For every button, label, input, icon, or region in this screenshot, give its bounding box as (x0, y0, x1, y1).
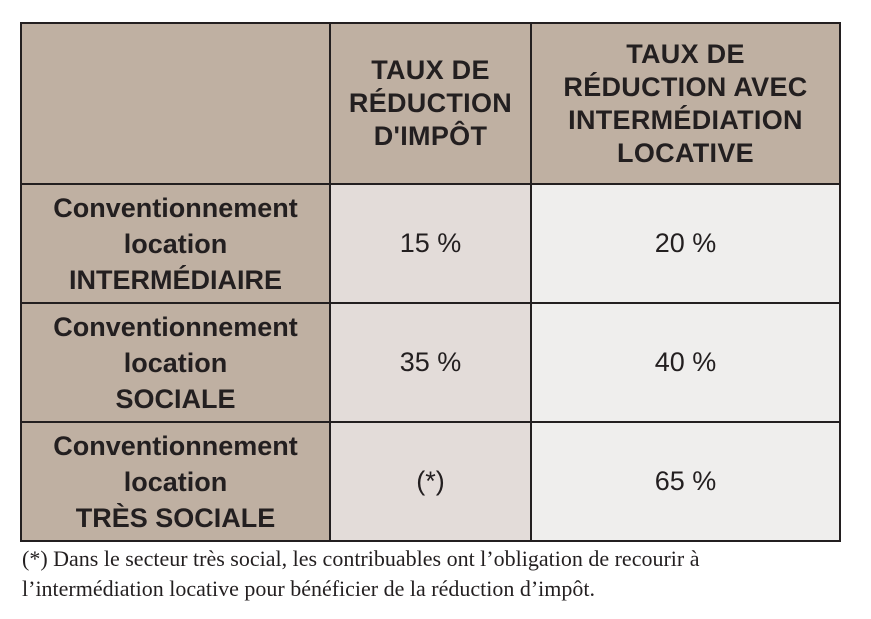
table-row (21, 422, 840, 541)
header-line: LOCATIVE (617, 137, 754, 168)
row-label-line: INTERMÉDIAIRE (68, 264, 282, 295)
table-row (21, 303, 840, 422)
header-tax-reduction-rate (330, 23, 531, 184)
table-header-row (21, 23, 840, 184)
header-line: RÉDUCTION (348, 88, 513, 118)
row-label-line: location (123, 228, 228, 259)
row-label-line: Conventionnement (53, 192, 298, 223)
rate-with-intermediation-cell: 65 % (531, 422, 840, 541)
row-label-line: Conventionnement (53, 430, 298, 461)
footnote (22, 544, 852, 604)
row-label-line: location (123, 466, 228, 497)
row-label-line: Conventionnement (53, 311, 298, 342)
row-label-intermediaire (21, 184, 330, 303)
header-line: TAUX DE (371, 55, 490, 85)
header-line: D'IMPÔT (373, 121, 488, 151)
tax-reduction-table (20, 22, 841, 542)
rate-cell: 35 % (330, 303, 531, 422)
header-empty-cell (21, 23, 330, 184)
row-label-line: TRÈS SOCIALE (75, 502, 276, 533)
footnote-line: l’intermédiation locative pour bénéficier de la réduction d’impôt. (22, 576, 596, 601)
header-line: INTERMÉDIATION (568, 104, 803, 135)
rate-with-intermediation-cell: 40 % (531, 303, 840, 422)
row-label-line: SOCIALE (115, 383, 236, 414)
footnote-line: (*) Dans le secteur très social, les contribuables ont l’obligation de recourir à (22, 546, 700, 571)
header-line: RÉDUCTION AVEC (563, 71, 808, 102)
header-rate-with-intermediation (531, 23, 840, 184)
rate-cell: 15 % (330, 184, 531, 303)
rate-with-intermediation-cell: 20 % (531, 184, 840, 303)
header-line: TAUX DE (626, 38, 745, 69)
table-row (21, 184, 840, 303)
row-label-line: location (123, 347, 228, 378)
rate-cell: (*) (330, 422, 531, 541)
row-label-sociale (21, 303, 330, 422)
row-label-tres-sociale (21, 422, 330, 541)
